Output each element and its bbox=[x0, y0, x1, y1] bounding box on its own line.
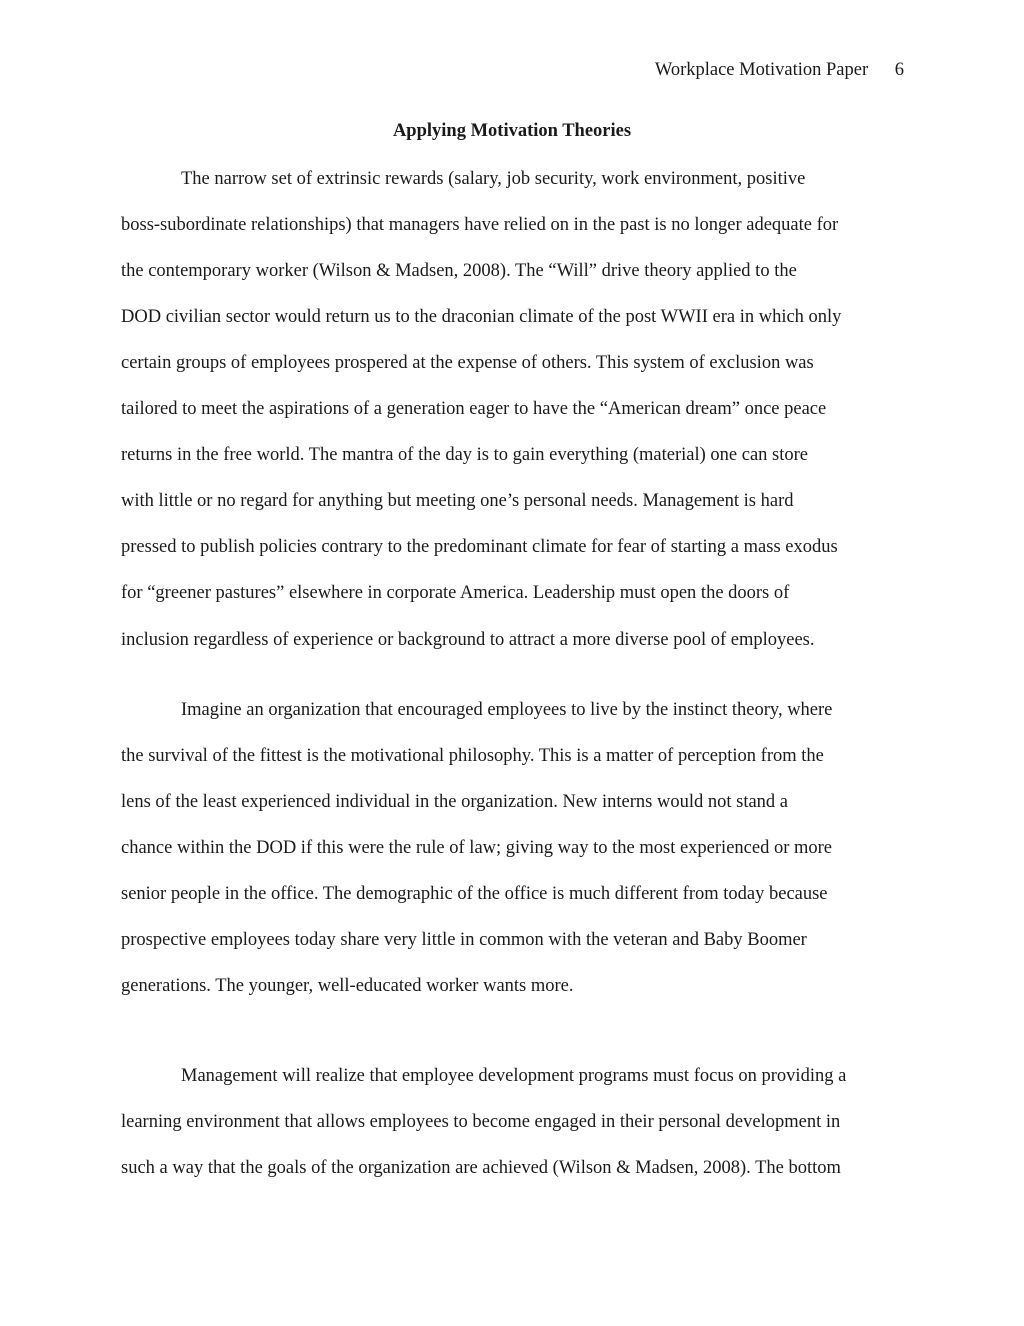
paragraph-line: inclusion regardless of experience or background to attract a more diverse pool of employees. bbox=[121, 630, 815, 650]
running-head bbox=[655, 60, 904, 81]
paragraph-line: generations. The younger, well-educated worker wants more. bbox=[121, 976, 574, 996]
paragraph-line: with little or no regard for anything but meeting one’s personal needs. Management is hard bbox=[121, 491, 794, 511]
paragraph-line: such a way that the goals of the organization are achieved (Wilson & Madsen, 2008). The bottom bbox=[121, 1158, 841, 1178]
page-number: 6 bbox=[894, 60, 904, 80]
paragraph-line: lens of the least experienced individual in the organization. New interns would not stand a bbox=[121, 792, 789, 812]
paragraph-line: the survival of the fittest is the motivational philosophy. This is a matter of perception from the bbox=[121, 746, 824, 766]
paragraph-line: boss-subordinate relationships) that managers have relied on in the past is no longer adequate for bbox=[121, 215, 839, 235]
section-heading: Applying Motivation Theories bbox=[392, 121, 632, 141]
paragraph-line: learning environment that allows employees to become engaged in their personal development in bbox=[121, 1112, 841, 1132]
paragraph-line: The narrow set of extrinsic rewards (salary, job security, work environment, positive bbox=[181, 169, 806, 189]
paragraph-line: pressed to publish policies contrary to the predominant climate for fear of starting a mass exodus bbox=[121, 537, 838, 557]
paragraph-line: for “greener pastures” elsewhere in corporate America. Leadership must open the doors of bbox=[121, 583, 790, 603]
paragraph-line: Imagine an organization that encouraged employees to live by the instinct theory, where bbox=[181, 700, 833, 720]
paragraph-line: DOD civilian sector would return us to the draconian climate of the post WWII era in which only bbox=[121, 307, 842, 327]
paragraph-line: Management will realize that employee development programs must focus on providing a bbox=[181, 1066, 847, 1086]
paragraph-line: senior people in the office. The demographic of the office is much different from today because bbox=[121, 884, 828, 904]
paragraph-line: tailored to meet the aspirations of a generation eager to have the “American dream” once peace bbox=[121, 399, 827, 419]
paragraph-line: certain groups of employees prospered at the expense of others. This system of exclusion was bbox=[121, 353, 814, 373]
paragraph-line: prospective employees today share very little in common with the veteran and Baby Boomer bbox=[121, 930, 807, 950]
paragraph-line: returns in the free world. The mantra of the day is to gain everything (material) one can store bbox=[121, 445, 808, 465]
paragraph-line: the contemporary worker (Wilson & Madsen, 2008). The “Will” drive theory applied to the bbox=[121, 261, 797, 281]
paragraph-line: chance within the DOD if this were the rule of law; giving way to the most experienced or more bbox=[121, 838, 833, 858]
running-head-title: Workplace Motivation Paper bbox=[654, 60, 869, 80]
